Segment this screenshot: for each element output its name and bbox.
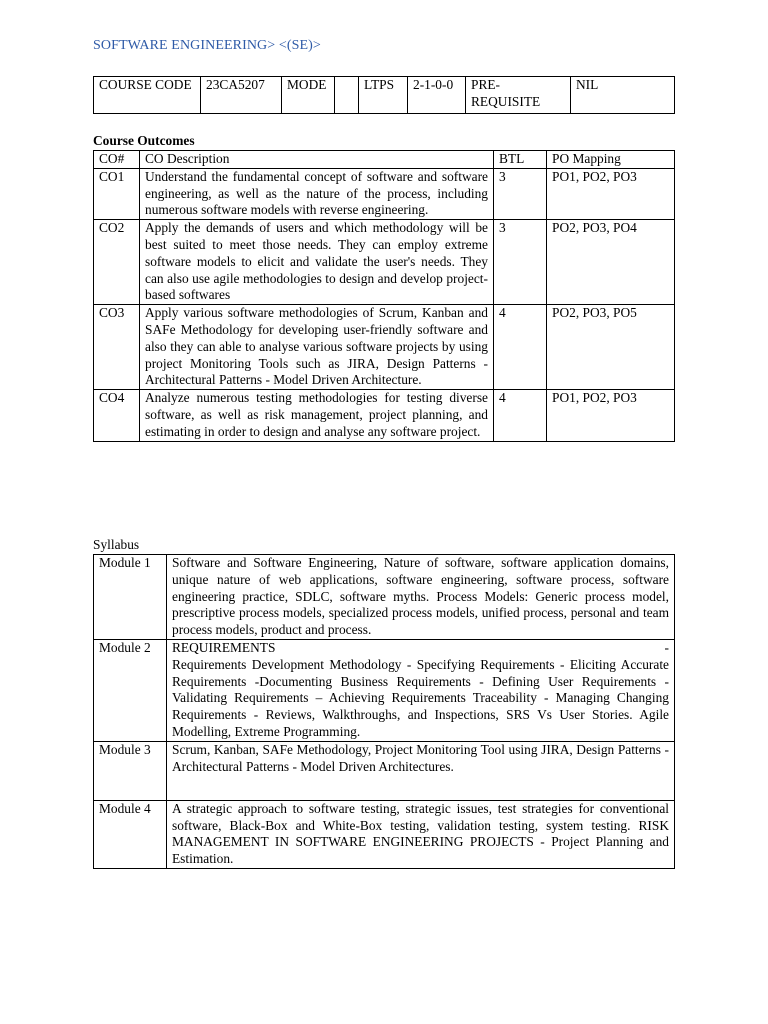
course-info-row bbox=[94, 77, 675, 114]
module-row bbox=[94, 639, 675, 741]
module-label: Module 4 bbox=[94, 800, 167, 868]
prerequisite-value: NIL bbox=[571, 77, 675, 114]
co-header-row bbox=[94, 151, 675, 169]
co-btl: 3 bbox=[494, 168, 547, 219]
co-description: Understand the fundamental concept of software and software engineering, as well as the nature of the process, including numerous software models with reverse engineering. bbox=[140, 168, 494, 219]
requirements-topics: Requirements Development Methodology - Specifying Requirements - Eliciting Accurate Requirements -Documenting Business Requirements - Defining User Requirements - Validating Requirements – Achieving Requirements Traceability - Managing Changing Requirements - Reviews, Walkthroughs, and Inspections, SRS Vs User Stories. Agile Modelling, Extreme Programming. bbox=[172, 656, 669, 739]
po-mapping-header: PO Mapping bbox=[547, 151, 675, 169]
co-row bbox=[94, 168, 675, 219]
requirements-heading bbox=[172, 640, 669, 657]
mode-value bbox=[335, 77, 359, 114]
module-row bbox=[94, 741, 675, 800]
co-po-mapping: PO1, PO2, PO3 bbox=[547, 168, 675, 219]
co-po-mapping: PO1, PO2, PO3 bbox=[547, 390, 675, 441]
module-content: A strategic approach to software testing, strategic issues, test strategies for conventional software, Black-Box and White-Box testing, validation testing, system testing. RISK MANAGEMENT IN SOFTWARE ENGINEERING PROJECTS - Project Planning and Estimation. bbox=[167, 800, 675, 868]
course-code-label: COURSE CODE bbox=[94, 77, 201, 114]
btl-header: BTL bbox=[494, 151, 547, 169]
module-content: Scrum, Kanban, SAFe Methodology, Project Monitoring Tool using JIRA, Design Patterns - Architectural Patterns - Model Driven Architectures. bbox=[167, 741, 675, 800]
mode-label: MODE bbox=[282, 77, 335, 114]
co-id: CO3 bbox=[94, 305, 140, 390]
co-po-mapping: PO2, PO3, PO4 bbox=[547, 220, 675, 305]
ltps-label: LTPS bbox=[359, 77, 408, 114]
document-title: SOFTWARE ENGINEERING> <(SE)> bbox=[93, 38, 321, 53]
co-description: Apply various software methodologies of Scrum, Kanban and SAFe Methodology for developing user-friendly software and also they can able to analyse various software projects by using project Monitoring Tools such as JIRA, Design Patterns - Architectural Patterns - Model Driven Architecture. bbox=[140, 305, 494, 390]
co-row bbox=[94, 220, 675, 305]
prerequisite-label: PRE-REQUISITE bbox=[466, 77, 571, 114]
co-description: Apply the demands of users and which methodology will be best suited to meet those needs. They can employ extreme software models to elicit and validate the user's needs. They can also use agile methodologies to design and develop project-based softwares bbox=[140, 220, 494, 305]
co-btl: 3 bbox=[494, 220, 547, 305]
co-description: Analyze numerous testing methodologies for testing diverse software, as well as risk management, project planning, and estimating in order to design and analyse any software project. bbox=[140, 390, 494, 441]
course-info-table bbox=[93, 76, 675, 114]
syllabus-table bbox=[93, 554, 675, 869]
co-row bbox=[94, 390, 675, 441]
syllabus-heading: Syllabus bbox=[93, 537, 140, 552]
requirements-heading-dash: - bbox=[664, 639, 669, 655]
co-row bbox=[94, 305, 675, 390]
course-code-value: 23CA5207 bbox=[201, 77, 282, 114]
course-outcomes-heading: Course Outcomes bbox=[93, 133, 195, 148]
module-label: Module 3 bbox=[94, 741, 167, 800]
module-label: Module 2 bbox=[94, 639, 167, 741]
co-id: CO2 bbox=[94, 220, 140, 305]
module-content: Software and Software Engineering, Nature of software, software application domains, unique nature of web applications, software engineering, software process, software engineering practice, SDLC, software myths. Process Models: Generic process model, prescriptive process models, specialized process models, unified process, personal and team process models, product and process. bbox=[167, 555, 675, 640]
module-row bbox=[94, 555, 675, 640]
co-description-header: CO Description bbox=[140, 151, 494, 169]
course-outcomes-table bbox=[93, 150, 675, 442]
co-id: CO1 bbox=[94, 168, 140, 219]
requirements-heading-text: REQUIREMENTS bbox=[172, 639, 276, 655]
co-number-header: CO# bbox=[94, 151, 140, 169]
ltps-value: 2-1-0-0 bbox=[408, 77, 466, 114]
module-row bbox=[94, 800, 675, 868]
module-label: Module 1 bbox=[94, 555, 167, 640]
module-content bbox=[167, 639, 675, 741]
co-id: CO4 bbox=[94, 390, 140, 441]
co-po-mapping: PO2, PO3, PO5 bbox=[547, 305, 675, 390]
co-btl: 4 bbox=[494, 390, 547, 441]
co-btl: 4 bbox=[494, 305, 547, 390]
